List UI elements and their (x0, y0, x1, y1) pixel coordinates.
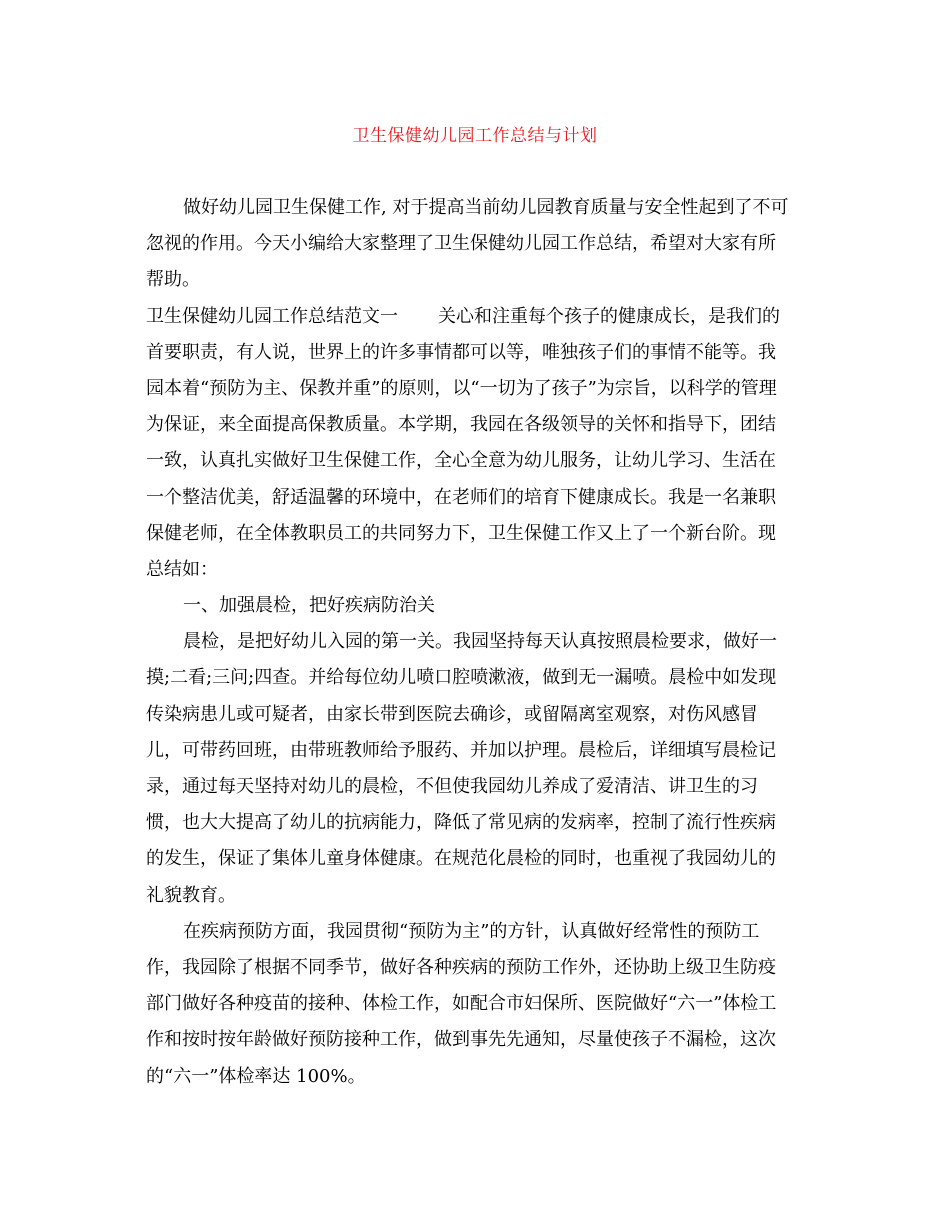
text-line: 的发生，保证了集体儿童身体健康。在规范化晨检的同时，也重视了我园幼儿的 (146, 848, 776, 870)
text-segment: 关心和注重每个孩子的健康成长，是我们的 (438, 305, 780, 327)
text-line: 晨检，是把好幼儿入园的第一关。我园坚持每天认真按照晨检要求，做好一 (183, 631, 777, 653)
text-line: 摸;二看;三问;四查。并给每位幼儿喷口腔喷漱液，做到无一漏喷。晨检中如发现 (146, 667, 777, 689)
text-line: 园本着“预防为主、保教并重”的原则，以“一切为了孩子”为宗旨，以科学的管理 (146, 377, 777, 399)
document-title: 卫生保健幼儿园工作总结与计划 (352, 126, 598, 146)
text-line: 为保证，来全面提高保教质量。本学期，我园在各级领导的关怀和指导下，团结 (146, 414, 776, 436)
text-line: 一致，认真扎实做好卫生保健工作，全心全意为幼儿服务，让幼儿学习、生活在 (146, 450, 776, 472)
text-line: 在疾病预防方面，我园贯彻“预防为主”的方针，认真做好经常性的预防工 (183, 920, 760, 942)
text-line: 作，我园除了根据不同季节，做好各种疾病的预防工作外，还协助上级卫生防疫 (146, 956, 776, 978)
text-line: 传染病患儿或可疑者，由家长带到医院去确诊，或留隔离室观察，对伤风感冒 (146, 703, 758, 725)
text-line: 作和按时按年龄做好预防接种工作，做到事先先通知，尽量使孩子不漏检，这次 (146, 1029, 776, 1051)
text-line: 录，通过每天坚持对幼儿的晨检，不但使我园幼儿养成了爱清洁、讲卫生的习 (146, 776, 758, 797)
text-line: 一个整洁优美，舒适温馨的环境中，在老师们的培育下健康成长。我是一名兼职 (146, 486, 776, 508)
text-line: 部门做好各种疫苗的接种、体检工作，如配合市妇保所、医院做好“六一”体检工 (146, 993, 777, 1015)
text-line: 总结如： (146, 558, 218, 580)
text-line: 礼貌教育。 (146, 884, 236, 906)
text-line: 做好幼儿园卫生保健工作, 对于提高当前幼儿园教育质量与安全性起到了不可 (183, 197, 789, 218)
text-line: 首要职责，有人说，世界上的许多事情都可以等，唯独孩子们的事情不能等。我 (146, 341, 776, 363)
text-line: 的“六一”体检率达 100%。 (146, 1065, 366, 1087)
section-heading: 卫生保健幼儿园工作总结范文一 (146, 305, 398, 327)
text-line: 忽视的作用。今天小编给大家整理了卫生保健幼儿园工作总结，希望对大家有所 (146, 233, 776, 255)
section-subheading: 一、加强晨检，把好疾病防治关 (183, 595, 435, 617)
text-line: 帮助。 (146, 269, 200, 291)
document-body (146, 190, 808, 1095)
text-line-with-heading (146, 299, 808, 335)
text-line: 儿，可带药回班，由带班教师给予服药、并加以护理。晨检后，详细填写晨检记 (146, 739, 776, 761)
text-line: 惯，也大大提高了幼儿的抗病能力，降低了常见病的发病率，控制了流行性疾病 (146, 812, 776, 834)
text-line: 保健老师，在全体教职员工的共同努力下，卫生保健工作又上了一个新台阶。现 (146, 522, 776, 544)
